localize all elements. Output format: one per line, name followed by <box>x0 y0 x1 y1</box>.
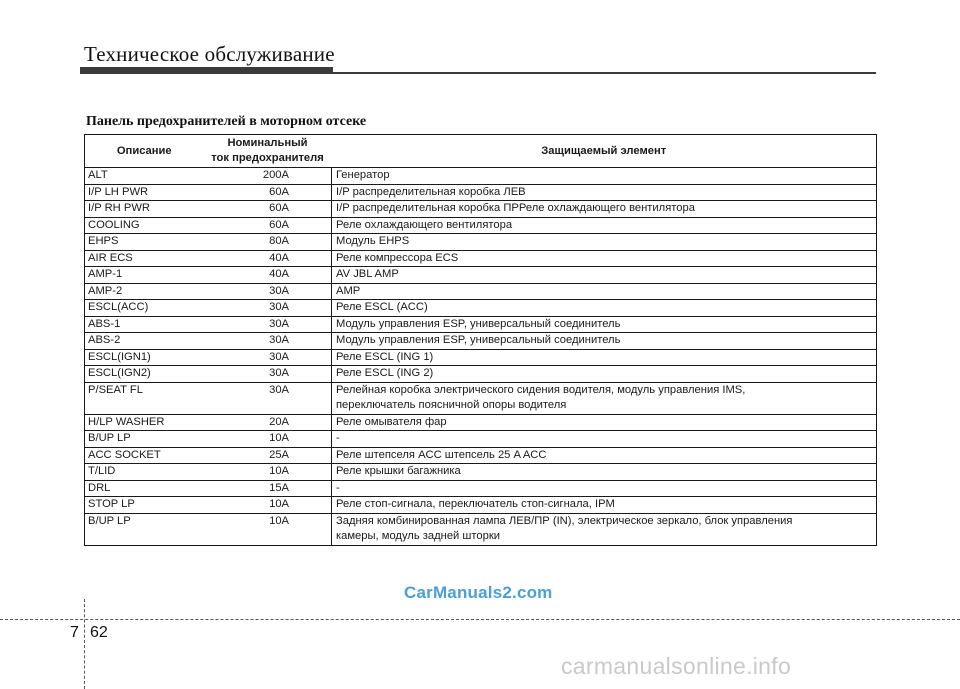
protected-line: камеры, модуль задней шторки <box>336 530 500 542</box>
fuse-rating: 80A <box>204 234 332 251</box>
protected-line: Задняя комбинированная лампа ЛЕВ/ПР (IN), электрическое зеркало, блок управления <box>336 514 793 527</box>
fuse-description: ACC SOCKET <box>85 447 204 464</box>
fuse-description: P/SEAT FL <box>85 382 204 414</box>
protected-line: I/P распределительная коробка ПРРеле охлаждающего вентилятора <box>336 202 695 214</box>
header-rating-line2: ток предохранителя <box>211 152 324 164</box>
fuse-rating: 30A <box>204 366 332 383</box>
table-row <box>85 447 877 464</box>
fuse-protected-component <box>332 366 877 383</box>
table-row <box>85 513 877 545</box>
section-title: Панель предохранителей в моторном отсеке <box>86 114 367 129</box>
fuse-rating: 10A <box>204 464 332 481</box>
fuse-protected-component <box>332 513 877 545</box>
fuse-rating: 30A <box>204 333 332 350</box>
fuse-protected-component <box>332 300 877 317</box>
table-row <box>85 300 877 317</box>
fuse-rating: 10A <box>204 513 332 545</box>
fuse-table-body <box>85 168 877 546</box>
fuse-protected-component <box>332 283 877 300</box>
table-row <box>85 283 877 300</box>
header-description: Описание <box>85 135 204 168</box>
fuse-protected-component <box>332 267 877 284</box>
fuse-rating: 30A <box>204 349 332 366</box>
protected-line: Реле компрессора ECS <box>336 251 459 264</box>
table-row <box>85 168 877 185</box>
fuse-table-header <box>85 135 877 168</box>
fuse-rating: 10A <box>204 431 332 448</box>
fuse-description: I/P RH PWR <box>85 201 204 218</box>
header-rating <box>204 135 332 168</box>
table-row <box>85 250 877 267</box>
page-footer-rule <box>0 619 960 620</box>
fuse-protected-component <box>332 431 877 448</box>
table-row <box>85 217 877 234</box>
fuse-protected-component <box>332 217 877 234</box>
table-row <box>85 382 877 414</box>
fuse-description: AMP-1 <box>85 267 204 284</box>
fuse-protected-component <box>332 349 877 366</box>
protected-line: Реле крышки багажника <box>336 465 461 477</box>
fuse-protected-component <box>332 250 877 267</box>
header-protected: Защищаемый элемент <box>332 135 877 168</box>
fuse-rating: 25A <box>204 447 332 464</box>
fuse-description: I/P LH PWR <box>85 184 204 201</box>
fuse-rating: 200A <box>204 168 332 185</box>
table-row <box>85 349 877 366</box>
table-row <box>85 497 877 514</box>
protected-line: Генератор <box>336 169 390 181</box>
header-rule-thick <box>80 67 333 74</box>
protected-line: Реле ESCL (ACC) <box>336 301 428 313</box>
fuse-description: ABS-2 <box>85 333 204 350</box>
fuse-protected-component <box>332 414 877 431</box>
fuse-protected-component <box>332 184 877 201</box>
page-header-title: Техническое обслуживание <box>84 42 335 66</box>
table-row <box>85 184 877 201</box>
fuse-rating: 10A <box>204 497 332 514</box>
fuse-protected-component <box>332 497 877 514</box>
table-row <box>85 414 877 431</box>
table-row <box>85 366 877 383</box>
header-rating-line1: Номинальный <box>227 137 308 149</box>
fuse-description: EHPS <box>85 234 204 251</box>
fuse-protected-component <box>332 333 877 350</box>
fuse-protected-component <box>332 464 877 481</box>
fuse-protected-component <box>332 201 877 218</box>
fuse-description: ESCL(ACC) <box>85 300 204 317</box>
fuse-table <box>84 134 877 546</box>
protected-line: AV JBL AMP <box>336 268 399 280</box>
fuse-description: B/UP LP <box>85 431 204 448</box>
protected-line: Реле ESCL (ING 1) <box>336 350 434 363</box>
fuse-description: COOLING <box>85 217 204 234</box>
fuse-protected-component <box>332 382 877 414</box>
protected-line: Реле омывателя фар <box>336 415 447 428</box>
table-row <box>85 431 877 448</box>
fuse-description: B/UP LP <box>85 513 204 545</box>
fuse-description: STOP LP <box>85 497 204 514</box>
protected-line: Релейная коробка электрического сидения водителя, модуль управления IMS, <box>336 383 746 396</box>
header-rule-thin <box>333 72 876 74</box>
fuse-rating: 30A <box>204 300 332 317</box>
page-footer-divider <box>84 599 86 689</box>
protected-line: Модуль управления ESP, универсальный соединитель <box>336 334 621 346</box>
protected-line: AMP <box>336 284 361 297</box>
watermark-site[interactable]: CarManuals2.com <box>404 583 553 602</box>
fuse-rating: 40A <box>204 267 332 284</box>
fuse-rating: 60A <box>204 217 332 234</box>
protected-line: - <box>336 481 340 494</box>
fuse-rating: 30A <box>204 382 332 414</box>
protected-line: Реле штепселя ACC штепсель 25 A ACC <box>336 448 547 461</box>
table-row <box>85 333 877 350</box>
page-number: 62 <box>90 624 108 641</box>
protected-line: Модуль EHPS <box>336 235 410 247</box>
watermark-bottom: carmanualsonline.info <box>561 653 792 679</box>
fuse-description: ESCL(IGN1) <box>85 349 204 366</box>
fuse-rating: 15A <box>204 480 332 497</box>
protected-line: - <box>336 432 340 444</box>
fuse-description: ALT <box>85 168 204 185</box>
table-row <box>85 201 877 218</box>
fuse-protected-component <box>332 480 877 497</box>
fuse-rating: 30A <box>204 283 332 300</box>
fuse-description: ESCL(IGN2) <box>85 366 204 383</box>
protected-line: Реле ESCL (ING 2) <box>336 367 434 379</box>
fuse-rating: 20A <box>204 414 332 431</box>
page-chapter: 7 <box>70 624 79 641</box>
fuse-rating: 40A <box>204 250 332 267</box>
fuse-protected-component <box>332 316 877 333</box>
table-row <box>85 480 877 497</box>
fuse-protected-component <box>332 447 877 464</box>
fuse-description: H/LP WASHER <box>85 414 204 431</box>
protected-line: I/P распределительная коробка ЛЕВ <box>336 185 526 198</box>
protected-line: переключатель поясничной опоры водителя <box>336 399 567 411</box>
table-row <box>85 316 877 333</box>
fuse-rating: 60A <box>204 201 332 218</box>
table-row <box>85 464 877 481</box>
protected-line: Реле охлаждающего вентилятора <box>336 218 513 231</box>
fuse-protected-component <box>332 168 877 185</box>
fuse-protected-component <box>332 234 877 251</box>
fuse-description: AIR ECS <box>85 250 204 267</box>
fuse-description: DRL <box>85 480 204 497</box>
table-row <box>85 267 877 284</box>
fuse-rating: 60A <box>204 184 332 201</box>
fuse-description: T/LID <box>85 464 204 481</box>
fuse-description: ABS-1 <box>85 316 204 333</box>
protected-line: Модуль управления ESP, универсальный соединитель <box>336 317 621 330</box>
table-row <box>85 234 877 251</box>
protected-line: Реле стоп-сигнала, переключатель стоп-сигнала, IPM <box>336 498 615 510</box>
fuse-rating: 30A <box>204 316 332 333</box>
fuse-description: AMP-2 <box>85 283 204 300</box>
